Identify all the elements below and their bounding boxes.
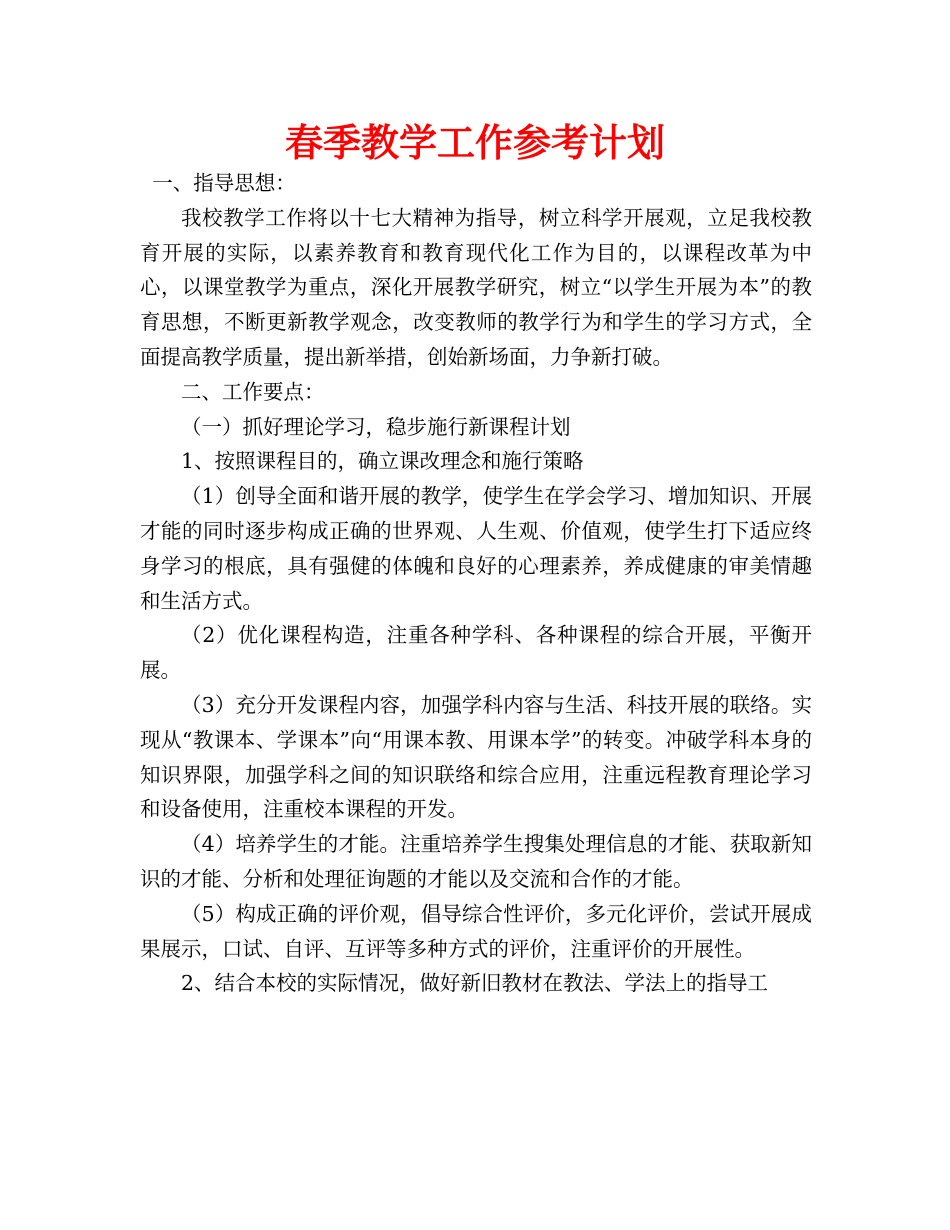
document-body (140, 166, 812, 1001)
paragraph: 我校教学工作将以十七大精神为指导，树立科学开展观，立足我校教育开展的实际，以素养教育和教育现代化工作为目的，以课程改革为中心，以课堂教学为重点，深化开展教学研究，树立“以学生开展为本”的教育思想，不断更新教学观念，改变教师的教学行为和学生的学习方式，全面提高教学质量，提出新举措，创始新场面，力争新打破。 (140, 205, 812, 369)
section-heading-guiding-thought: 一、指导思想： (152, 171, 296, 195)
paragraph: （2）优化课程构造，注重各种学科、各种课程的综合开展，平衡开展。 (140, 623, 812, 683)
paragraph: （3）充分开发课程内容，加强学科内容与生活、科技开展的联络。实现从“教课本、学课本”向“用课本教、用课本学”的转变。冲破学科本身的知识界限，加强学科之间的知识联络和综合应用，注重远程教育理论学习和设备使用，注重校本课程的开发。 (140, 692, 812, 822)
list-item-heading: 1、按照课程目的，确立课改理念和施行策略 (181, 449, 584, 474)
subsection-heading: （一）抓好理论学习，稳步施行新课程计划 (181, 414, 571, 439)
document-title: 春季教学工作参考计划 (284, 120, 665, 165)
paragraph: （1）创导全面和谐开展的教学，使学生在学会学习、增加知识、开展才能的同时逐步构成正确的世界观、人生观、价值观，使学生打下适应终身学习的根底，具有强健的体魄和良好的心理素养，养成健康的审美情趣和生活方式。 (140, 484, 812, 613)
paragraph: （5）构成正确的评价观，倡导综合性评价，多元化评价，尝试开展成果展示，口试、自评、互评等多种方式的评价，注重评价的开展性。 (140, 901, 812, 961)
section-heading-work-points: 二、工作要点： (181, 379, 325, 404)
paragraph: （4）培养学生的才能。注重培养学生搜集处理信息的才能、获取新知识的才能、分析和处理征询题的才能以及交流和合作的才能。 (140, 832, 812, 891)
list-item-heading: 2、结合本校的实际情况，做好新旧教材在教法、学法上的指导工 (181, 971, 769, 996)
